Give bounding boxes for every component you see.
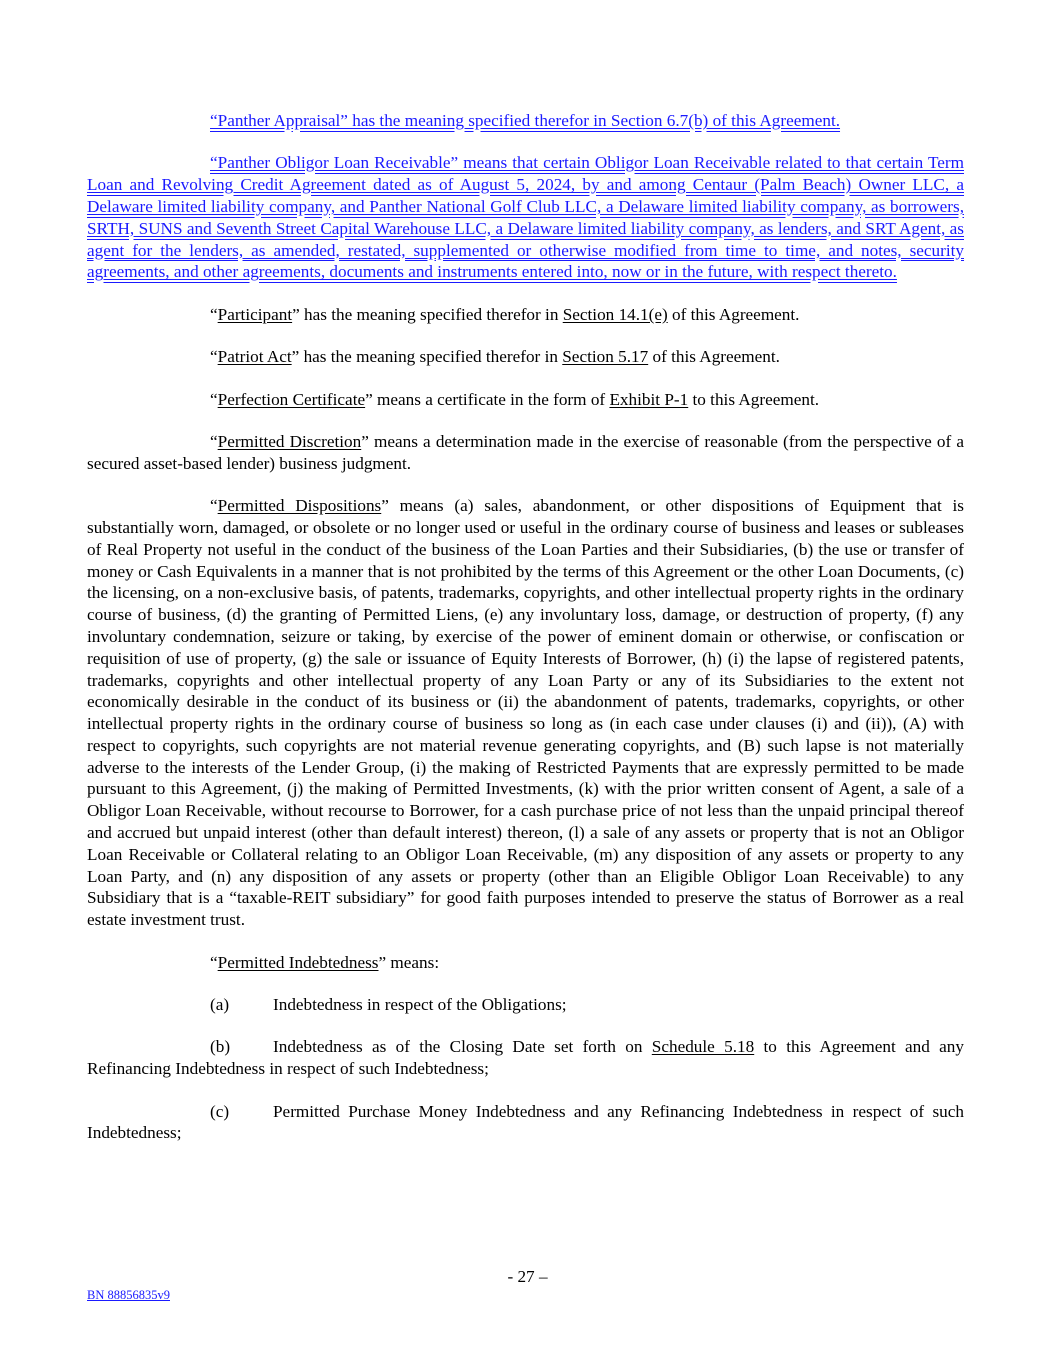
clause-label: (a)	[210, 995, 230, 1015]
definition-permitted-dispositions: “Permitted Dispositions” means (a) sales, abandonment, or other dispositions of Equipment that is substantially worn, damaged, or obsolete or no longer used or useful in the ordinary course of business and leases or subleases of Real Property not useful in the conduct of the business of the Loan Parties and their Subsidiaries, (b) the use or transfer of money or Cash Equivalents in a manner that is not prohibited by the terms of this Agreement or the other Loan Documents, (c) the licensing, on a non-exclusive basis, of patents, trademarks, copyrights, and other intellectual property rights in the ordinary course of business, (d) the granting of Permitted Liens, (e) any involuntary loss, damage, or destruction of property, (f) any involuntary condemnation, seizure or taking, by exercise of the power of eminent domain or otherwise, or confiscation or requisition of use of property, (g) the sale or issuance of Equity Interests of Borrower, (h) (i) the lapse of registered patents, trademarks, copyrights and other intellectual property of any Loan Party or any of its Subsidiaries to the extent not economically desirable in the conduct of its business or (ii) the abandonment of patents, trademarks, copyrights, or other intellectual property rights in the ordinary course of business so long as (in each case under clauses (i) and (ii)), (A) with respect to copyrights, such copyrights are not material revenue generating copyrights, and (B) such lapse is not materially adverse to the interests of the Lender Group, (i) the making of Restricted Payments that are expressly permitted to be made pursuant to this Agreement, (j) the making of Permitted Investments, (k) with the prior written consent of Agent, a sale of a Obligor Loan Receivable, without recourse to Borrower, for a cash purchase price of not less than the unpaid principal thereof and accrued but unpaid interest (other than default interest) thereon, (l) a sale of any assets or property that is not an Obligor Loan Receivable or Collateral relating to an Obligor Loan Receivable, (m) any disposition of any assets or property to any Loan Party, and (n) any disposition of any assets or property (other than an Eligible Obligor Loan Receivable) to any Subsidiary that is a “taxable-REIT subsidiary” for good faith purposes intended to preserve the status of Borrower as a real estate investment trust.	[87, 496, 964, 930]
page-number: - 27 –	[507, 1267, 548, 1286]
exhibit-reference: Exhibit P-1	[609, 389, 689, 409]
document-id: BN 88856835v9	[87, 1288, 170, 1302]
defined-term: Patriot Act	[217, 347, 292, 367]
defined-term: Permitted Indebtedness	[217, 952, 379, 972]
inserted-text: “Panther Obligor Loan Receivable” means that certain Obligor Loan Receivable related to that certain Term Loan and Revolving Credit Agreement dated as of August 5, 2024, by and among Centaur (Palm Beach) Owner LLC, a Delaware limited liability company, and Panther National Golf Club LLC, a Delaware limited liability company, as borrowers, SRTH, SUNS and Seventh Street Capital Warehouse LLC, a Delaware limited liability company, as lenders, and SRT Agent, as agent for the lenders, as amended, restated, supplemented or otherwise modified from time to time, and notes, security agreements, and other agreements, documents and instruments entered into, now or in the future, with respect thereto.	[87, 153, 964, 282]
definition-panther-appraisal	[87, 110, 964, 132]
clause-label: (b)	[210, 1037, 231, 1057]
schedule-reference: Schedule 5.18	[651, 1037, 755, 1057]
inserted-text: “Panther Appraisal” has the meaning specified therefor in Section 6.7(b) of this Agreement.	[210, 111, 841, 130]
defined-term: Permitted Discretion	[217, 431, 362, 451]
indebtedness-clause-b: (b) Indebtedness as of the Closing Date set forth on Schedule 5.18 to this Agreement and any Refinancing Indebtedness in respect of such Indebtedness;	[87, 1037, 964, 1079]
section-reference: Section 14.1(e)	[562, 304, 668, 324]
definition-perfection-certificate: “Perfection Certificate” means a certificate in the form of Exhibit P-1 to this Agreement.	[210, 389, 820, 409]
definition-permitted-discretion: “Permitted Discretion” means a determination made in the exercise of reasonable (from the perspective of a secured asset-based lender) business judgment.	[87, 431, 964, 473]
section-reference: Section 5.17	[562, 347, 649, 367]
definition-panther-obligor-loan-receivable	[87, 152, 964, 283]
document-page	[87, 110, 964, 1165]
indebtedness-clause-a: (a) Indebtedness in respect of the Obligations;	[210, 995, 567, 1015]
indebtedness-clause-c: (c) Permitted Purchase Money Indebtedness and any Refinancing Indebtedness in respect of such Indebtedness;	[87, 1101, 964, 1143]
clause-label: (c)	[210, 1101, 230, 1121]
defined-term: Participant	[217, 304, 293, 324]
defined-term: Permitted Dispositions	[217, 496, 382, 516]
definition-participant: “Participant” has the meaning specified therefor in Section 14.1(e) of this Agreement.	[210, 304, 800, 324]
definition-permitted-indebtedness: “Permitted Indebtedness” means:	[210, 952, 440, 972]
definition-patriot-act: “Patriot Act” has the meaning specified therefor in Section 5.17 of this Agreement.	[210, 347, 780, 367]
defined-term: Perfection Certificate	[217, 389, 366, 409]
